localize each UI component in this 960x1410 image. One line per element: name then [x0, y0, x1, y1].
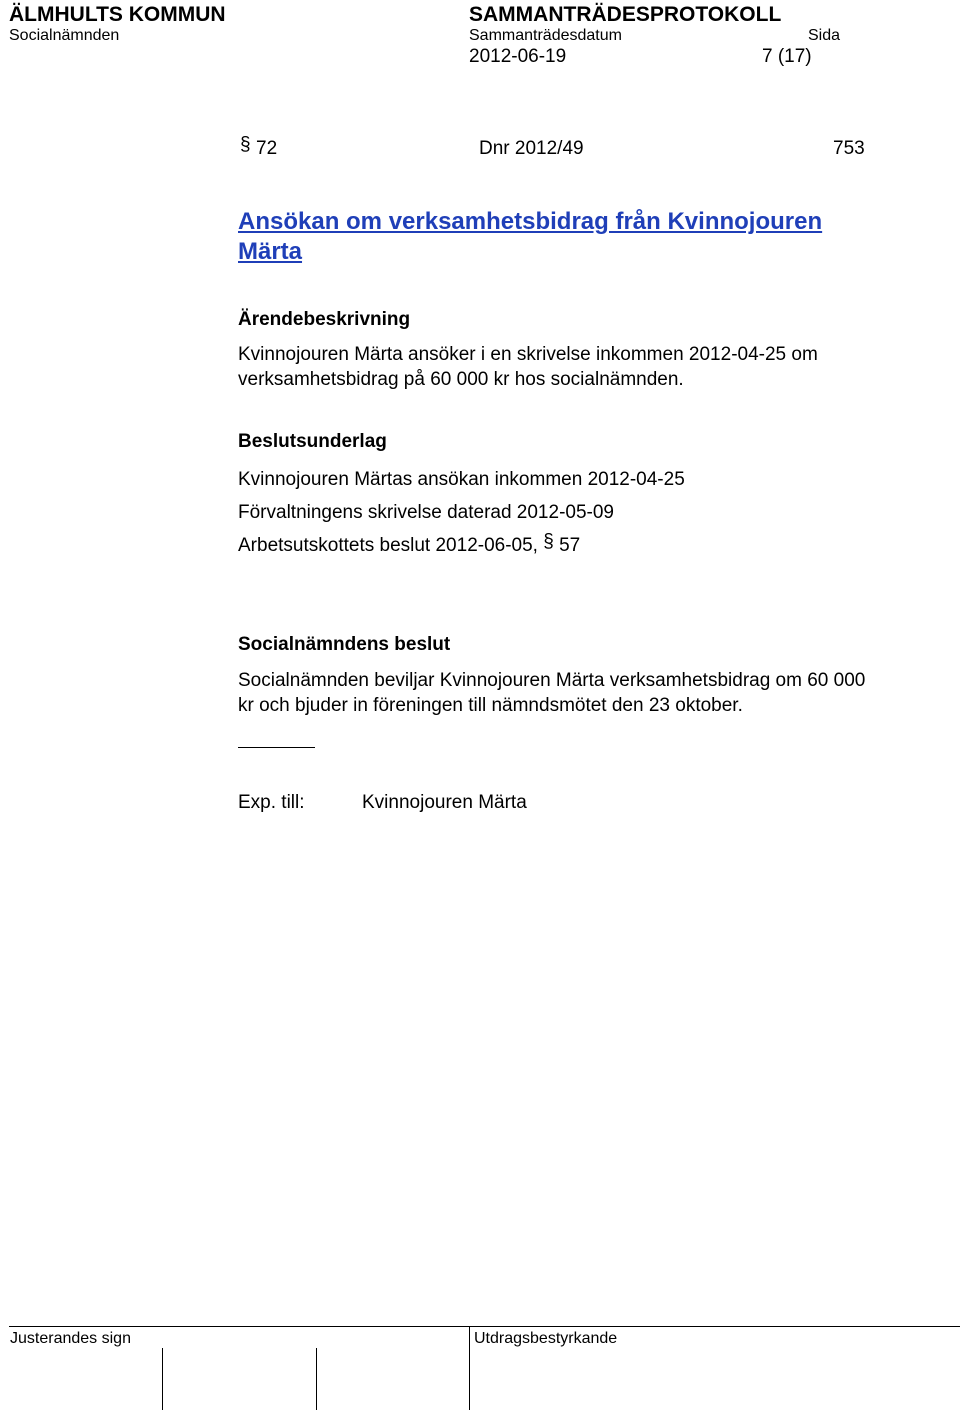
case-title-link[interactable]: Ansökan om verksamhetsbidrag från Kvinnojouren Märta: [238, 208, 823, 265]
paragraph-symbol: §: [543, 531, 554, 552]
signature-box-divider: [162, 1348, 163, 1410]
basis-item: Förvaltningens skrivelse daterad 2012-05-09: [238, 502, 614, 523]
reference-code: 753: [833, 138, 865, 159]
basis-item-text: Arbetsutskottets beslut 2012-06-05,: [238, 535, 544, 556]
signature-box-divider: [316, 1348, 317, 1410]
meeting-date-label: Sammanträdesdatum: [469, 27, 622, 44]
dispatch-recipient: Kvinnojouren Märta: [362, 792, 527, 813]
description-text: Kvinnojouren Märta ansöker i en skrivelse inkommen 2012-04-25 om verksamhetsbidrag på 60 000 kr hos socialnämnden.: [238, 344, 818, 390]
paragraph-symbol: §: [240, 134, 251, 155]
basis-item: [238, 533, 580, 558]
extract-certification-label: Utdragsbestyrkande: [474, 1330, 618, 1347]
dispatch-label: Exp. till:: [238, 792, 305, 813]
organization-name: ÄLMHULTS KOMMUN: [9, 3, 226, 26]
basis-item: Kvinnojouren Märtas ansökan inkommen 2012-04-25: [238, 469, 685, 490]
page-number: 7 (17): [762, 46, 812, 67]
case-number: Dnr 2012/49: [479, 138, 584, 159]
meeting-date: 2012-06-19: [469, 46, 567, 67]
signature-box-divider: [469, 1326, 470, 1410]
decision-divider: [238, 747, 315, 748]
adjuster-sign-label: Justerandes sign: [10, 1330, 131, 1347]
decision-text: Socialnämnden beviljar Kvinnojouren Märta verksamhetsbidrag om 60 000 kr och bjuder in föreningen till nämndsmötet den 23 oktober.: [238, 670, 866, 716]
basis-heading: Beslutsunderlag: [238, 431, 387, 452]
description-heading: Ärendebeskrivning: [238, 309, 411, 330]
basis-item-paragraph-number: 57: [553, 535, 581, 556]
decision-heading: Socialnämndens beslut: [238, 634, 451, 655]
document-type: SAMMANTRÄDESPROTOKOLL: [469, 3, 782, 26]
paragraph-number: 72: [256, 138, 278, 159]
page-label: Sida: [808, 27, 841, 44]
department: Socialnämnden: [9, 27, 120, 44]
footer-divider: [9, 1326, 960, 1327]
